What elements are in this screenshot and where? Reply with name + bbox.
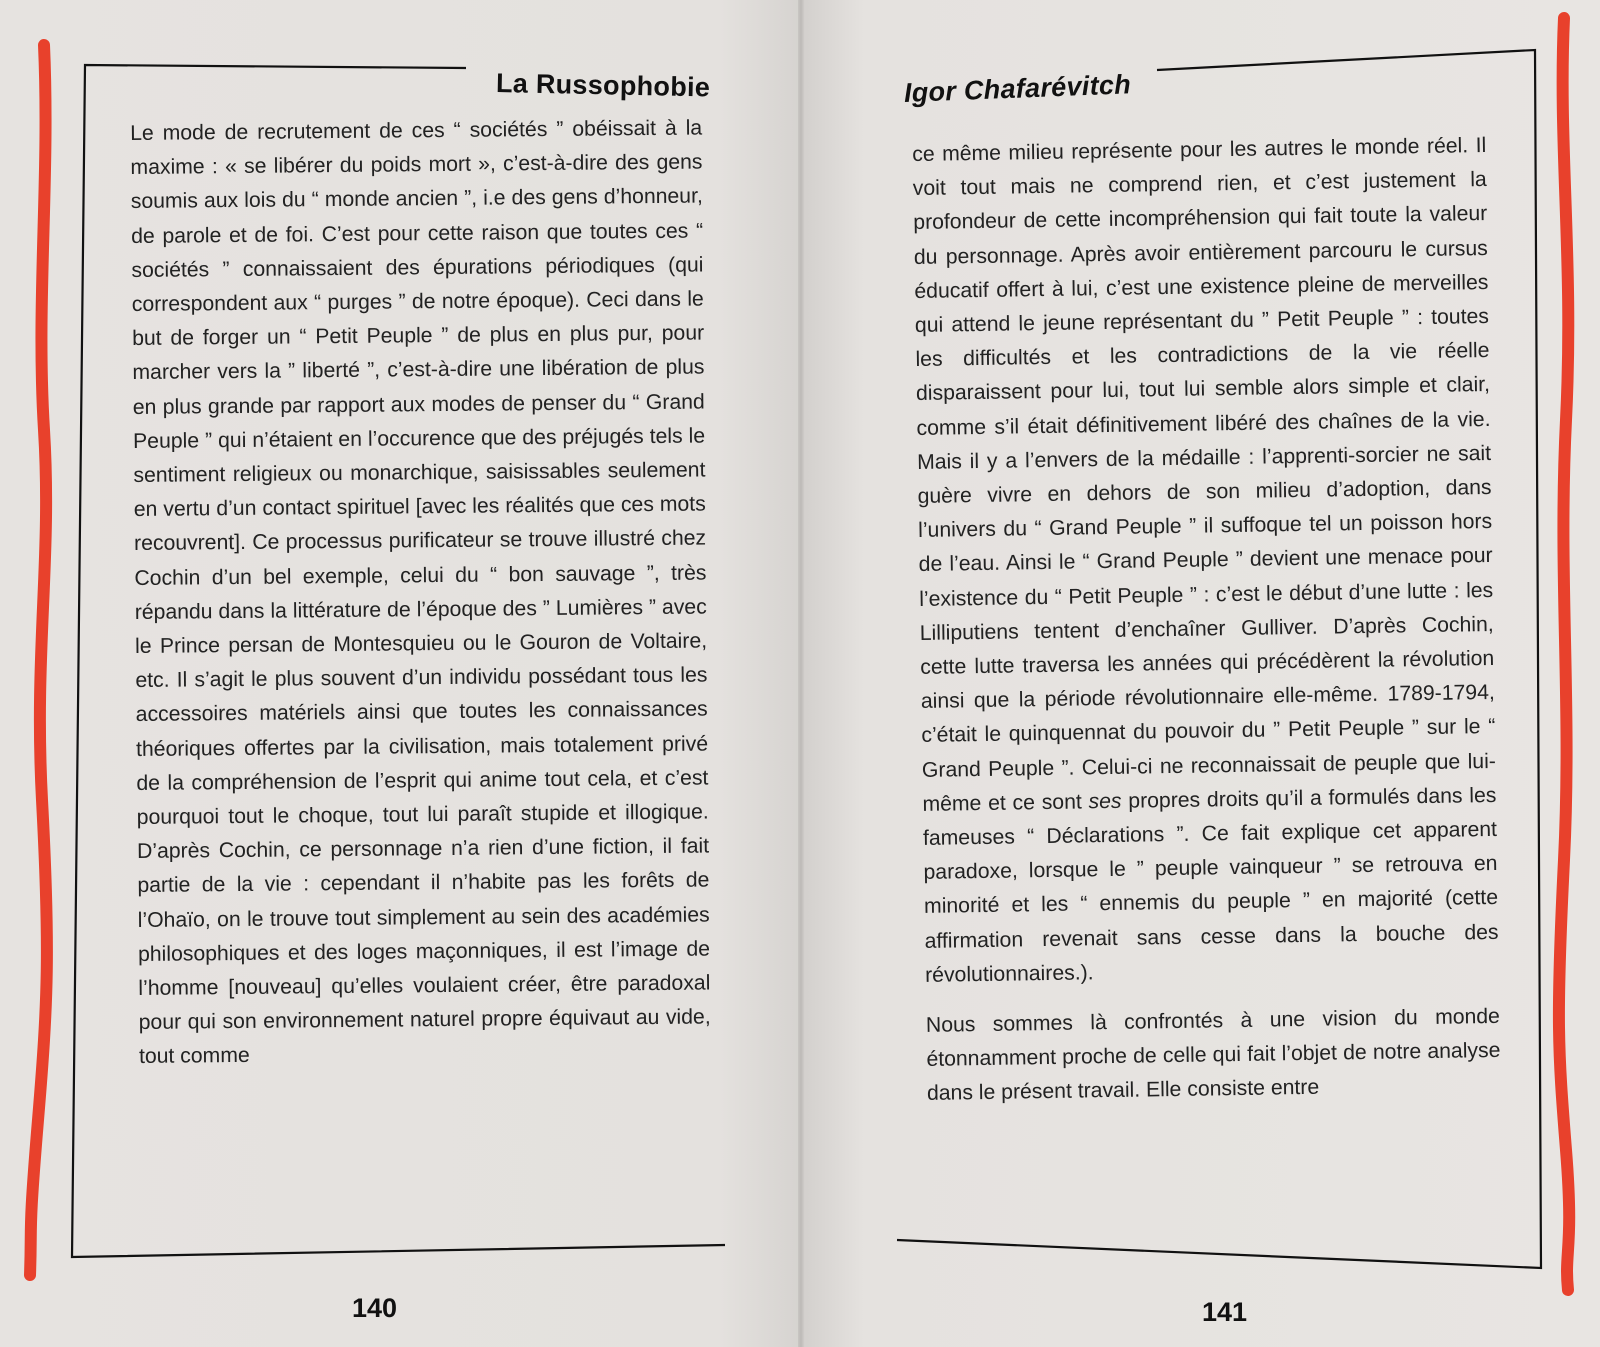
emphasis-word: ses	[1088, 789, 1122, 814]
right-paragraph-1	[912, 129, 1499, 993]
right-running-head: Igor Chafarévitch	[903, 69, 1132, 108]
left-running-head: La Russophobie	[495, 68, 711, 103]
left-body-text	[130, 112, 711, 1075]
right-paragraph-2: Nous sommes là confrontés à une vision du monde étonnamment proche de celle qui fait l’objet de notre analyse dans le présent travail. Elle consiste entre	[925, 1004, 1501, 1106]
left-paragraph-1: Le mode de recrutement de ces “ sociétés ” obéissait à la maxime : « se libérer du poids mort », c’est-à-dire des gens soumis aux lois du “ monde ancien ”, i.e des gens d’honneur, de parole et de foi. C’est pour cette raison que toutes ces “ sociétés ” connaissaient des épurations périodiques (qui correspondent aux “ purges ” de notre époque). Ceci dans le but de forger un “ Petit Peuple ” de plus en plus pur, pour marcher vers la ” liberté ”, c’est-à-dire une libération de plus en plus grande par rapport aux modes de penser du “ Grand Peuple ” qui n’étaient en l’occurence que des préjugés tels le sentiment religieux ou monarchique, saisissables seulement en vertu d’un contact spirituel [avec les réalités que ces mots recouvrent]. Ce processus purificateur se trouve illustré chez Cochin d’un bel exemple, celui du “ bon sauvage ”, très répandu dans la littérature de l’époque des ” Lumières ” avec le Prince persan de Montesquieu ou le Gouron de Voltaire, etc. Il s’agit le plus souvent d’un individu possédant tous les accessoires matériels ainsi que toutes les connaissances théoriques offertes par la civilisation, mais totalement privé de la compréhension de l’esprit qui anime tout cela, et c’est pourquoi tout le choque, tout lui paraît stupide et illogique. D’après Cochin, ce personnage n’a rien d’une fiction, il fait partie de la vie : cependant il n’habite pas les forêts de l’Ohaïo, on le trouve tout simplement au sein des académies philosophiques et des loges maçonniques, il est l’image de l’homme [nouveau] qu’elles voulaient créer, être paradoxal pour qui son environnement naturel propre équivaut au vide, tout comme	[130, 116, 711, 1069]
right-body-text	[912, 129, 1501, 1112]
right-paragraph-1-head: ce même milieu représente pour les autres le monde réel. Il voit tout mais ne comprend rien, et c’est justement la profondeur de cette incompréhension qui fait toute la valeur du personnage. Après avoir entièrement parcouru le cursus éducatif offert à lui, c’est une existence pleine de merveilles qui attend le jeune représentant du ” Petit Peuple ” : toutes les difficultés et les contradictions de la vie réelle disparaissent pour lui, tout lui semble alors simple et clair, comme s’il était définitivement libéré des chaînes de la vie. Mais il y a l’envers de la médaille : l’apprenti-sorcier ne sait guère vivre en dehors de son milieu d’adoption, dans l’univers du “ Grand Peuple ” il suffoque tel un poisson hors de l’eau. Ainsi le “ Grand Peuple ” devient une menace pour l’existence du “ Petit Peuple ” : c’est le début d’une lutte : les Lilliputiens tentent d’enchaîner Gulliver. D’après Cochin, cette lutte traversa les années qui précédèrent la révolution ainsi que la période révolutionnaire elle-même. 1789-1794, c’était le quinquennat du pouvoir du ” Petit Peuple ” sur le “ Grand Peuple ”. Celui-ci ne reconnaissait de peuple que lui-même et ce sont	[912, 133, 1497, 816]
left-page-number: 140	[352, 1293, 398, 1323]
right-page-number: 141	[1202, 1297, 1248, 1327]
right-paragraph-1-tail: propres droits qu’il a formulés dans les fameuses “ Déclarations ”. Ce fait explique cet apparent paradoxe, lorsque le ” peuple vainqueur ” se retrouva en minorité et les “ ennemis du peuple ” en majorité (cette affirmation revenait sans cesse dans la bouche des révolutionnaires.).	[922, 783, 1499, 987]
